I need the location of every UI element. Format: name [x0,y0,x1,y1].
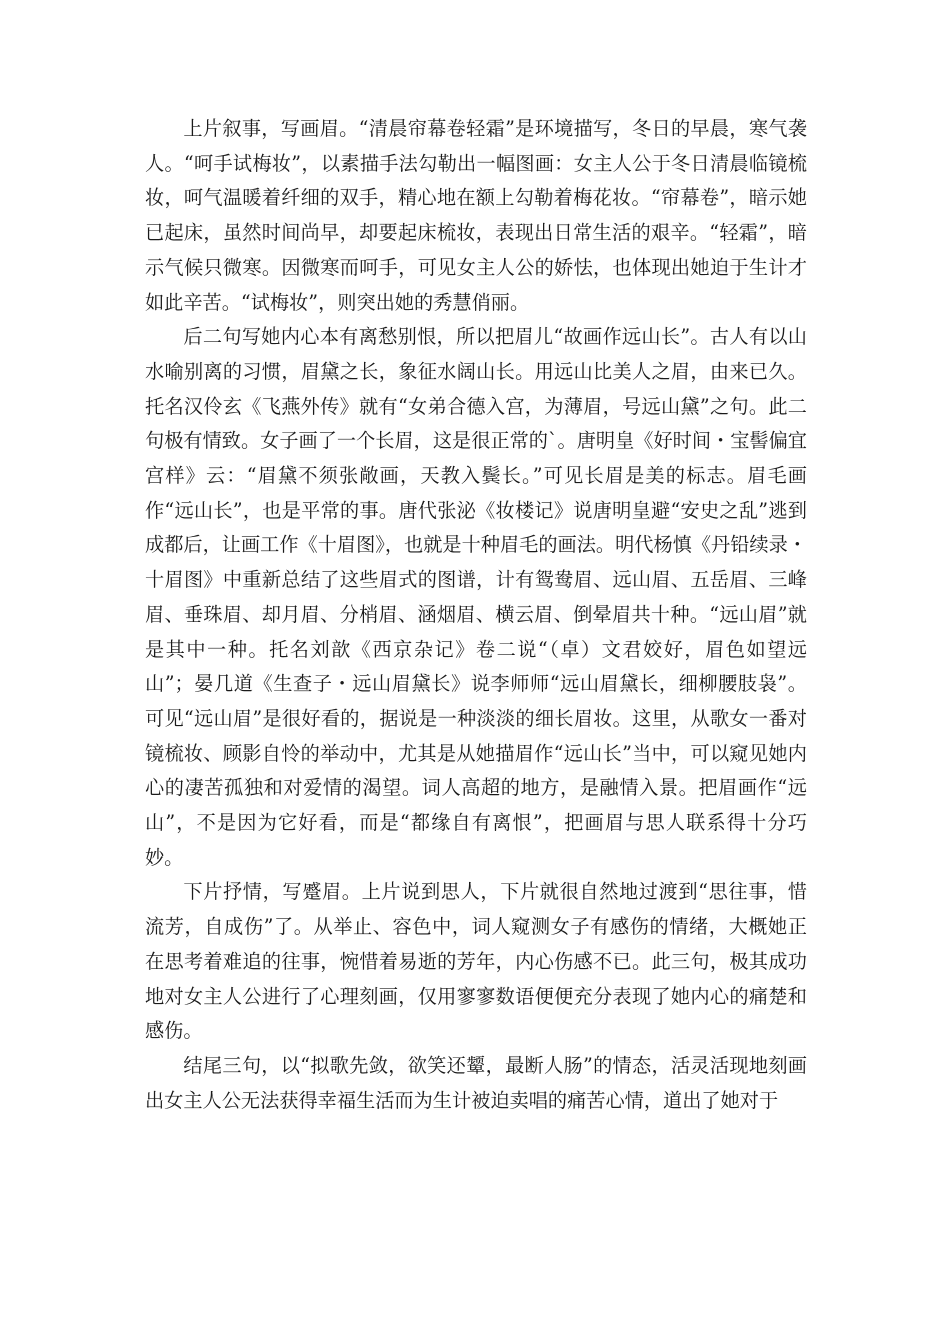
paragraph-4: 结尾三句，以“拟歌先敛，欲笑还颦，最断人肠”的情态，活灵活现地刻画出女主人公无法获得幸福生活而为生计被迫卖唱的痛苦心情，道出了她对于 [145,1053,807,1112]
paragraph-3: 下片抒情，写蹙眉。上片说到思人，下片就很自然地过渡到“思往事，惜流芳，自成伤”了。从举止、容色中，词人窥测女子有感伤的情绪，大概她正在思考着难追的往事，惋惜着易逝的芳年，内心伤感不已。此三句，极其成功地对女主人公进行了心理刻画，仅用寥寥数语便便充分表现了她内心的痛楚和感伤。 [145,880,807,1043]
paragraph-1: 上片叙事，写画眉。“清晨帘幕卷轻霜”是环境描写，冬日的早晨，寒气袭人。“呵手试梅妆”，以素描手法勾勒出一幅图画：女主人公于冬日清晨临镜梳妆，呵气温暖着纤细的双手，精心地在额上勾勒着梅花妆。“帘幕卷”，暗示她已起床，虽然时间尚早，却要起床梳妆，表现出日常生活的艰辛。“轻霜”，暗示气候只微寒。因微寒而呵手，可见女主人公的娇怯，也体现出她迫于生计才如此辛苦。“试梅妆”，则突出她的秀慧俏丽。 [145,117,807,314]
article-body [145,112,807,1118]
paragraph-2: 后二句写她内心本有离愁别恨，所以把眉儿“故画作远山长”。古人有以山水喻别离的习惯，眉黛之长，象征水阔山长。用远山比美人之眉，由来已久。托名汉伶玄《飞燕外传》就有“女弟合德入宫，为薄眉，号远山黛”之句。此二句极有情致。女子画了一个长眉，这是很正常的`。唐明皇《好时间・宝髻偏宜宫样》云：“眉黛不须张敞画，天教入鬓长。”可见长眉是美的标志。眉毛画作“远山长”，也是平常的事。唐代张泌《妆楼记》说唐明皇避“安史之乱”逃到成都后，让画工作《十眉图》，也就是十种眉毛的画法。明代杨慎《丹铅续录・十眉图》中重新总结了这些眉式的图谱，计有鸳鸯眉、远山眉、五岳眉、三峰眉、垂珠眉、却月眉、分梢眉、涵烟眉、横云眉、倒晕眉共十种。“远山眉”就是其中一种。托名刘歆《西京杂记》卷二说“（卓）文君姣好，眉色如望远山”；晏几道《生查子・远山眉黛长》说李师师“远山眉黛长，细柳腰肢袅”。可见“远山眉”是很好看的，据说是一种淡淡的细长眉妆。这里，从歌女一番对镜梳妆、顾影自怜的举动中，尤其是从她描眉作“远山长”当中，可以窥见她内心的凄苦孤独和对爱情的渴望。词人高超的地方，是融情入景。把眉画作“远山”，不是因为它好看，而是“都缘自有离恨”，把画眉与思人联系得十分巧妙。 [145,325,807,869]
